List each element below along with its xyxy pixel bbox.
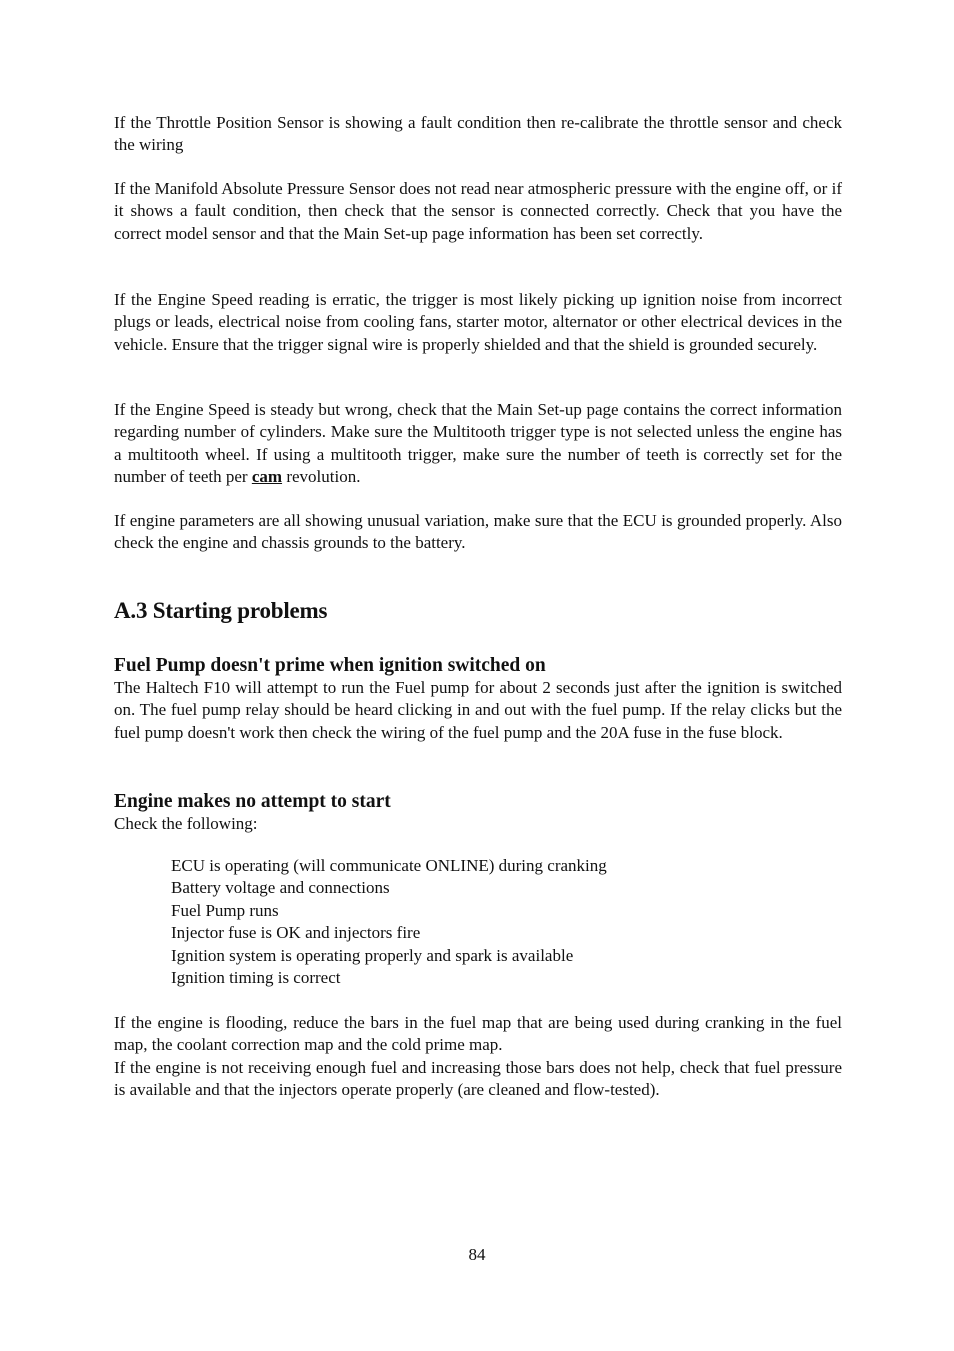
checklist-item: Ignition timing is correct	[171, 968, 341, 988]
paragraph-fuel-pump: The Haltech F10 will attempt to run the Fuel pump for about 2 seconds just after the ignition is switched on. The fuel pump relay should be heard clicking in and out with the fuel pump. If the relay clicks but the fuel pump doesn't work then check the wiring of the fuel pump and the 20A fuse in the fuse block.	[114, 678, 842, 742]
speed-wrong-text-start: If the Engine Speed is steady but wrong, check that the Main Set-up page contains the correct information regarding number of cylinders. Make sure the Multitooth trigger type is not selected unless the engine has a multitooth wheel. If using a multitooth trigger, make sure the number of teeth is correctly set for the number of teeth per	[114, 400, 842, 486]
checklist-item: Fuel Pump runs	[171, 900, 279, 920]
paragraph-flooding: If the engine is flooding, reduce the bars in the fuel map that are being used during cranking in the fuel map, the coolant correction map and the cold prime map.	[114, 1013, 842, 1055]
check-following-label: Check the following:	[114, 814, 258, 833]
page-number: 84	[468, 1245, 486, 1264]
checklist-item: ECU is operating (will communicate ONLINE) during cranking	[171, 856, 607, 875]
speed-wrong-text-end: revolution.	[282, 466, 361, 486]
section-heading-starting-problems: A.3 Starting problems	[114, 598, 328, 623]
paragraph-not-enough-fuel: If the engine is not receiving enough fuel and increasing those bars does not help, check that fuel pressure is available and that the injectors operate properly (are cleaned and flow-tested).	[114, 1058, 842, 1100]
paragraph-engine-speed-erratic: If the Engine Speed reading is erratic, the trigger is most likely picking up ignition noise from incorrect plugs or leads, electrical noise from cooling fans, starter motor, alternator or other electrical devices in the vehicle. Ensure that the trigger signal wire is properly shielded and that the shield is grounded securely.	[114, 290, 842, 354]
checklist-item: Injector fuse is OK and injectors fire	[171, 923, 421, 943]
subheading-no-start: Engine makes no attempt to start	[114, 791, 391, 812]
checklist	[171, 855, 607, 989]
checklist-item: Ignition system is operating properly and spark is available	[171, 945, 574, 965]
subheading-fuel-pump: Fuel Pump doesn't prime when ignition switched on	[114, 655, 546, 676]
paragraph-unusual-variation: If engine parameters are all showing unusual variation, make sure that the ECU is grounded properly. Also check the engine and chassis grounds to the battery.	[114, 511, 842, 553]
emphasis-cam: cam	[251, 466, 283, 486]
paragraph-engine-speed-wrong	[114, 399, 842, 488]
paragraph-map-sensor: If the Manifold Absolute Pressure Sensor does not read near atmospheric pressure with the engine off, or if it shows a fault condition, then check that the sensor is connected correctly. Check that you have the correct model sensor and that the Main Set-up page information has been set correctly.	[114, 179, 842, 243]
checklist-item: Battery voltage and connections	[171, 878, 390, 898]
paragraph-tps: If the Throttle Position Sensor is showing a fault condition then re-calibrate the throttle sensor and check the wiring	[114, 113, 842, 155]
